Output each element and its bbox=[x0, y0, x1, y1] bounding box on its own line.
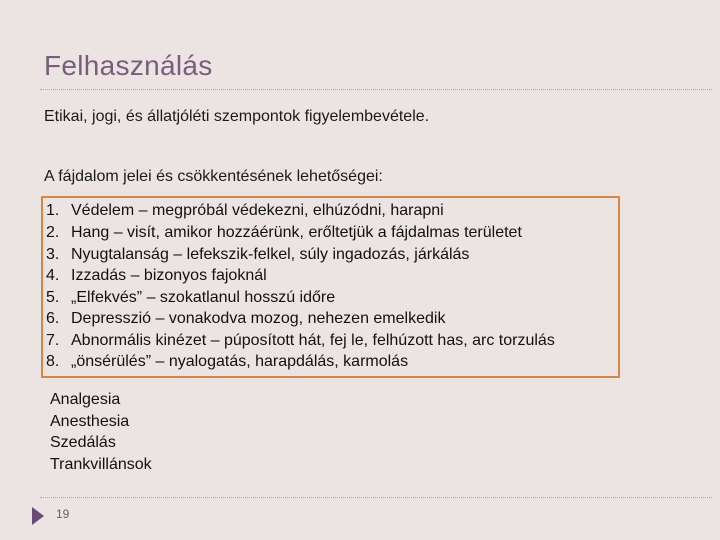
list-item-number: 5. bbox=[46, 289, 60, 306]
slide-title: Felhasználás bbox=[44, 50, 213, 81]
list-item bbox=[46, 201, 444, 220]
list-item-text: Izzadás – bizonyos fajoknál bbox=[71, 267, 267, 284]
treatment-item: Szedálás bbox=[50, 434, 116, 451]
list-item bbox=[46, 223, 522, 242]
list-item-text: „önsérülés” – nyalogatás, harapdálás, karmolás bbox=[71, 353, 409, 370]
treatment-item: Trankvillánsok bbox=[50, 455, 152, 473]
list-item bbox=[46, 288, 336, 307]
list-item-number: 2. bbox=[46, 224, 60, 241]
list-item-text: Védelem – megpróbál védekezni, elhúzódni, harapni bbox=[71, 202, 444, 219]
list-item-text: „Elfekvés” – szokatlanul hosszú időre bbox=[71, 289, 336, 306]
list-item bbox=[46, 245, 470, 264]
page-number: 19 bbox=[56, 507, 70, 521]
title-divider bbox=[40, 89, 712, 90]
slide-subtitle: Etikai, jogi, és állatjóléti szempontok figyelembevétele. bbox=[44, 108, 430, 125]
list-item-text: Abnormális kinézet – púposított hát, fej le, felhúzott has, arc torzulás bbox=[71, 332, 555, 349]
treatment-item: Anesthesia bbox=[50, 412, 130, 430]
list-item-number: 3. bbox=[46, 246, 60, 263]
list-item bbox=[46, 309, 446, 328]
list-item-number: 4. bbox=[46, 267, 60, 284]
footer-divider bbox=[40, 497, 712, 498]
list-item-number: 6. bbox=[46, 310, 60, 327]
list-item-number: 1. bbox=[46, 202, 60, 219]
list-item-text: Nyugtalanság – lefekszik-felkel, súly ingadozás, járkálás bbox=[71, 246, 470, 263]
treatment-item: Analgesia bbox=[50, 391, 121, 408]
list-item-number: 7. bbox=[46, 332, 60, 349]
list-item bbox=[46, 331, 555, 350]
intro-text: A fájdalom jelei és csökkentésének lehetőségei: bbox=[44, 168, 383, 185]
list-item-number: 8. bbox=[46, 353, 60, 370]
list-item bbox=[46, 266, 267, 285]
treatment-list bbox=[50, 389, 152, 475]
list-item-text: Hang – visít, amikor hozzáérünk, erőltetjük a fájdalmas területet bbox=[71, 224, 522, 241]
list-item-text: Depresszió – vonakodva mozog, nehezen emelkedik bbox=[71, 310, 446, 327]
triangle-right-icon bbox=[32, 507, 44, 525]
list-item bbox=[46, 352, 409, 371]
